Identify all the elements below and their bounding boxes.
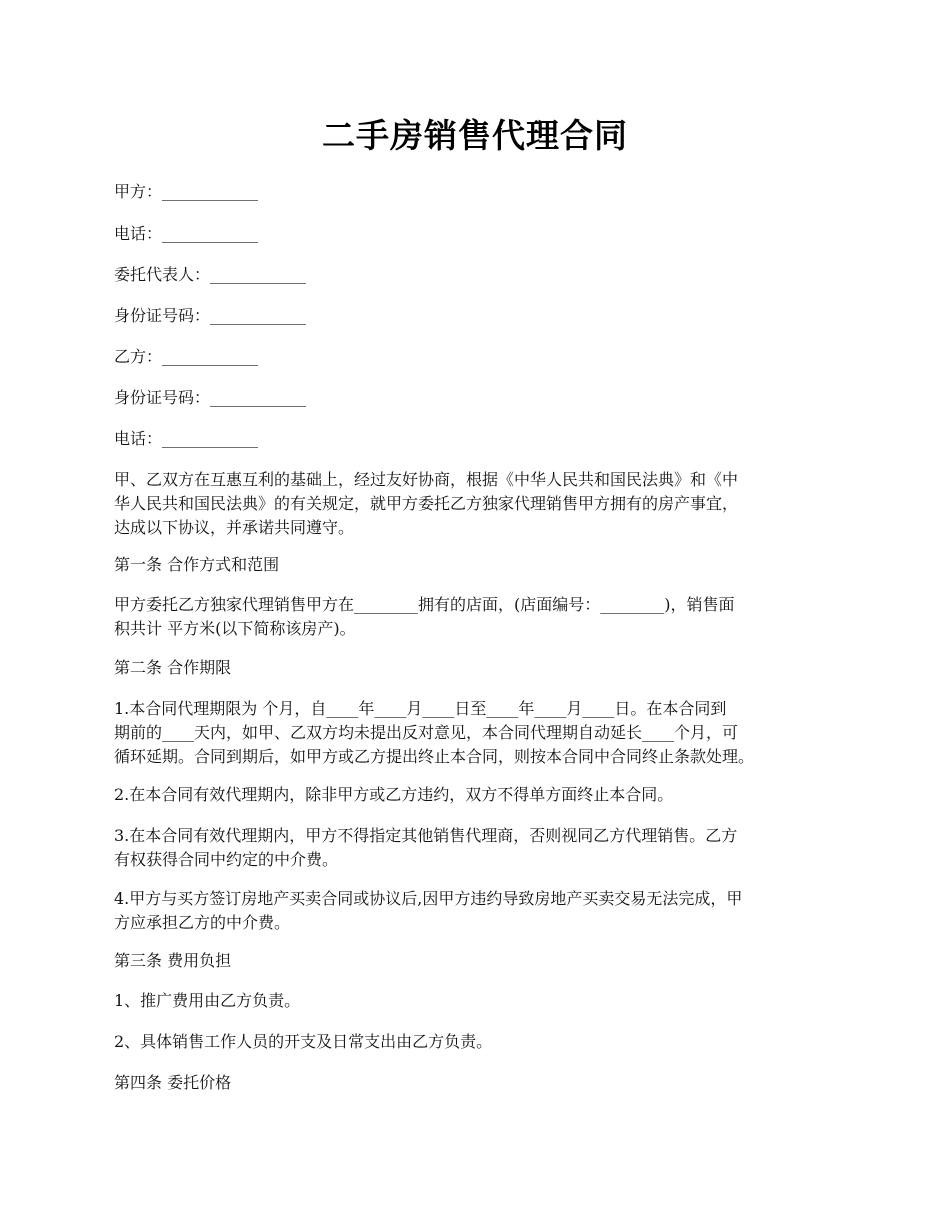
article-3-heading xyxy=(114,949,854,973)
article-3-clause-2 xyxy=(114,1030,854,1054)
text-line: 达成以下协议，并承诺共同遵守。 xyxy=(114,518,355,537)
text-line: 1.本合同代理期限为 个月，自____年____月____日至____年____月____日。在本合同到 xyxy=(114,699,727,718)
text-line: 1、推广费用由乙方负责。 xyxy=(114,991,301,1010)
text-line: 甲、乙双方在互惠互利的基础上，经过友好协商，根据《中华人民共和国民法典》和《中 xyxy=(114,470,739,489)
field-party-a-id-number xyxy=(114,304,854,328)
preamble-paragraph xyxy=(114,468,854,540)
heading-line: 第四条 委托价格 xyxy=(114,1073,232,1092)
article-2-clause-1 xyxy=(114,697,854,769)
field-party-b xyxy=(114,345,854,369)
text-line: 期前的____天内，如甲、乙双方均未提出反对意见，本合同代理期自动延长____个月，可 xyxy=(114,723,739,742)
text-line: 2.在本合同有效代理期内，除非甲方或乙方违约，双方不得单方面终止本合同。 xyxy=(114,785,674,804)
article-2-heading xyxy=(114,656,854,680)
field-party-b-phone xyxy=(114,427,854,451)
text-line: 华人民共和国民法典》的有关规定，就甲方委托乙方独家代理销售甲方拥有的房产事宜， xyxy=(114,494,739,513)
article-2-clause-2 xyxy=(114,783,854,807)
text-line: 4.甲方与买方签订房地产买卖合同或协议后,因甲方违约导致房地产买卖交易无法完成，甲 xyxy=(114,889,743,908)
text-line: 积共计 平方米(以下简称该房产)。 xyxy=(114,619,356,638)
text-line: 2、具体销售工作人员的开支及日常支出由乙方负责。 xyxy=(114,1032,493,1051)
article-2-clause-4 xyxy=(114,887,854,935)
field-party-a xyxy=(114,180,854,204)
field-line: 委托代表人：____________ xyxy=(114,265,307,284)
article-4-heading xyxy=(114,1071,854,1095)
heading-line: 第二条 合作期限 xyxy=(114,658,232,677)
heading-line: 第三条 费用负担 xyxy=(114,951,232,970)
article-2-clause-3 xyxy=(114,824,854,872)
article-1-heading xyxy=(114,553,854,577)
field-line: 身份证号码：____________ xyxy=(114,306,307,325)
text-line: 方应承担乙方的中介费。 xyxy=(114,913,291,932)
article-3-clause-1 xyxy=(114,989,854,1013)
field-line: 身份证号码：____________ xyxy=(114,388,307,407)
text-line: 甲方委托乙方独家代理销售甲方在________拥有的店面，(店面编号：________)，销售面 xyxy=(114,595,735,614)
field-party-a-representative xyxy=(114,263,854,287)
field-party-b-id-number xyxy=(114,386,854,410)
text-line: 有权获得合同中约定的中介费。 xyxy=(114,850,339,869)
field-line: 电话：____________ xyxy=(114,224,259,243)
field-party-a-phone xyxy=(114,222,854,246)
text-line: 循环延期。合同到期后，如甲方或乙方提出终止本合同，则按本合同中合同终止条款处理。 xyxy=(114,747,755,766)
field-line: 乙方：____________ xyxy=(114,347,259,366)
field-line: 甲方：____________ xyxy=(114,182,259,201)
field-line: 电话：____________ xyxy=(114,429,259,448)
text-line: 3.在本合同有效代理期内，甲方不得指定其他销售代理商，否则视同乙方代理销售。乙方 xyxy=(114,826,738,845)
article-1-body xyxy=(114,593,854,641)
document-title: 二手房销售代理合同 xyxy=(322,116,628,155)
heading-line: 第一条 合作方式和范围 xyxy=(114,555,280,574)
